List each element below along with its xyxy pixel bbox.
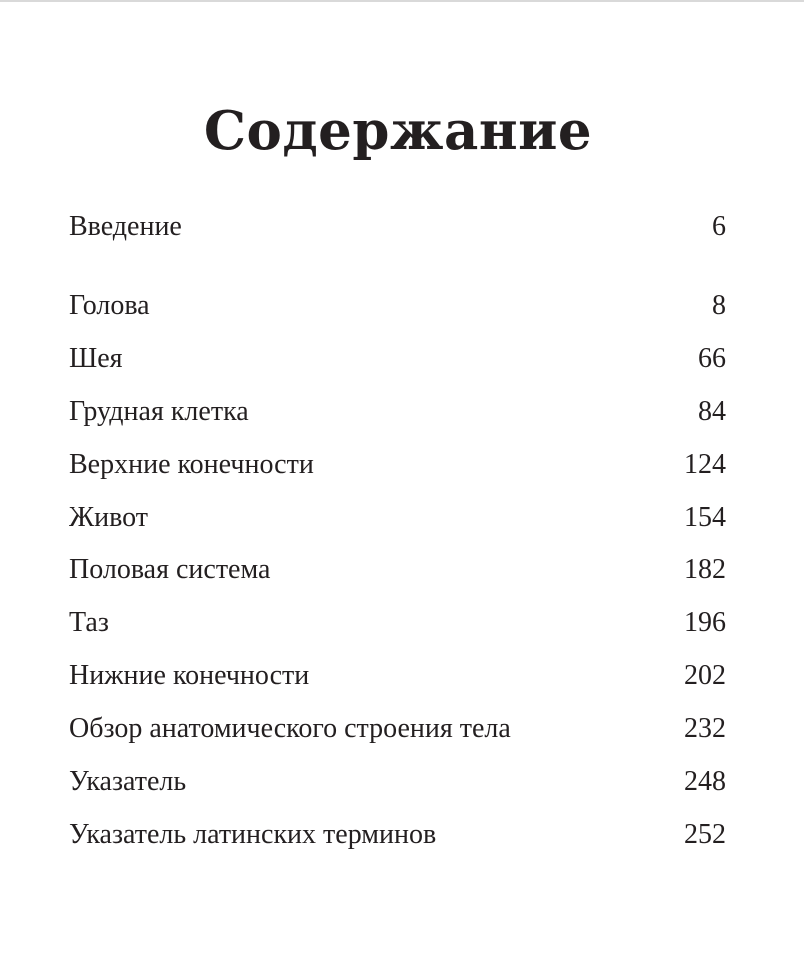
toc-entry-lower-limbs[interactable] — [69, 658, 726, 694]
toc-entry-page-number: 8 — [712, 290, 726, 321]
toc-entry-page-number: 182 — [684, 554, 726, 585]
toc-entry-thorax[interactable] — [69, 394, 726, 430]
toc-entry-page-number: 248 — [684, 766, 726, 797]
toc-entry-page-number: 232 — [684, 713, 726, 744]
toc-entry-head[interactable] — [69, 288, 726, 324]
table-of-contents — [69, 0, 726, 977]
toc-entry-page-number: 252 — [684, 819, 726, 850]
toc-entry-page-number: 202 — [684, 660, 726, 691]
toc-entry-anatomy-overview[interactable] — [69, 711, 726, 747]
toc-entry-label: Нижние конечности — [69, 660, 310, 691]
toc-entry-label: Половая система — [69, 554, 271, 585]
toc-entry-latin-terms-index[interactable] — [69, 817, 726, 853]
toc-entry-label: Таз — [69, 607, 109, 638]
toc-entry-introduction[interactable] — [69, 209, 726, 245]
toc-entry-label: Указатель латинских терминов — [69, 819, 437, 850]
toc-entry-upper-limbs[interactable] — [69, 447, 726, 483]
toc-entry-abdomen[interactable] — [69, 500, 726, 536]
toc-entry-label: Живот — [69, 502, 148, 533]
toc-entry-page-number: 84 — [698, 396, 726, 427]
toc-entry-label: Шея — [69, 343, 123, 374]
toc-entry-page-number: 154 — [684, 502, 726, 533]
toc-entry-page-number: 124 — [684, 449, 726, 480]
toc-entry-label: Верхние конечности — [69, 449, 314, 480]
toc-entry-label: Обзор анатомического строения тела — [69, 713, 511, 744]
toc-entry-label: Грудная клетка — [69, 396, 249, 427]
toc-entry-neck[interactable] — [69, 341, 726, 377]
toc-entry-index[interactable] — [69, 764, 726, 800]
page-title: Содержание — [203, 100, 593, 162]
toc-entry-pelvis[interactable] — [69, 605, 726, 641]
toc-entry-page-number: 6 — [712, 211, 726, 242]
toc-entry-label: Указатель — [69, 766, 187, 797]
toc-entry-label: Голова — [69, 290, 150, 321]
toc-entry-page-number: 66 — [698, 343, 726, 374]
toc-entry-reproductive-system[interactable] — [69, 552, 726, 588]
toc-entry-label: Введение — [69, 211, 182, 242]
toc-entry-page-number: 196 — [684, 607, 726, 638]
